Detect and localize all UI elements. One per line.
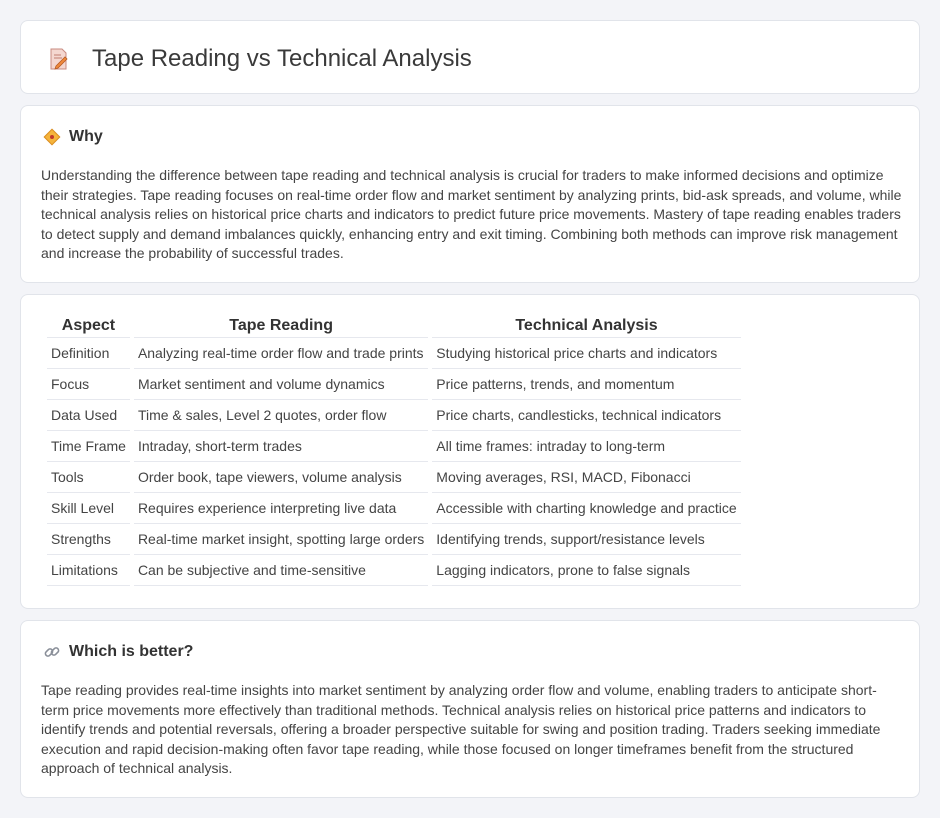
better-header (43, 641, 193, 663)
row-tape-reading: Order book, tape viewers, volume analysis (134, 462, 428, 493)
row-aspect: Focus (47, 369, 130, 400)
document-pencil-icon (47, 47, 71, 71)
table-row (47, 462, 741, 493)
row-tape-reading: Time & sales, Level 2 quotes, order flow (134, 400, 428, 431)
row-aspect: Tools (47, 462, 130, 493)
table-row (47, 493, 741, 524)
link-icon (43, 643, 61, 661)
header-technical-analysis: Technical Analysis (432, 315, 740, 338)
row-aspect: Limitations (47, 555, 130, 586)
table-header-row (47, 315, 741, 338)
table-row (47, 338, 741, 369)
why-body: Understanding the difference between tape reading and technical analysis is crucial for traders to make informed decisions and optimize their strategies. Tape reading focuses on real-time order flow and market sentiment by analyzing prints, bid-ask spreads, and volume, while technical analysis relies on historical price charts and indicators to predict future price movements. Mastery of tape reading enables traders to detect supply and demand imbalances quickly, enhancing entry and exit timing. Combining both methods can improve risk management and increase the probability of successful trades. (41, 167, 902, 262)
row-tape-reading: Intraday, short-term trades (134, 431, 428, 462)
row-technical-analysis: Identifying trends, support/resistance levels (432, 524, 740, 555)
table-row (47, 555, 741, 586)
better-heading: Which is better? (69, 643, 194, 660)
row-tape-reading: Analyzing real-time order flow and trade prints (134, 338, 428, 369)
comparison-section (20, 294, 920, 609)
row-tape-reading: Requires experience interpreting live data (134, 493, 428, 524)
row-aspect: Skill Level (47, 493, 130, 524)
row-aspect: Time Frame (47, 431, 130, 462)
row-aspect: Definition (47, 338, 130, 369)
comparison-table (43, 315, 745, 586)
why-header (43, 126, 103, 148)
row-technical-analysis: Price patterns, trends, and momentum (432, 369, 740, 400)
table-row (47, 369, 741, 400)
row-technical-analysis: Accessible with charting knowledge and practice (432, 493, 740, 524)
header-tape-reading: Tape Reading (134, 315, 428, 338)
row-aspect: Data Used (47, 400, 130, 431)
which-is-better-section (20, 620, 920, 798)
diamond-bullet-icon (43, 128, 61, 146)
title-card (20, 20, 920, 94)
page-title: Tape Reading vs Technical Analysis (92, 45, 472, 72)
row-tape-reading: Market sentiment and volume dynamics (134, 369, 428, 400)
row-technical-analysis: Studying historical price charts and indicators (432, 338, 740, 369)
table-row (47, 524, 741, 555)
row-technical-analysis: All time frames: intraday to long-term (432, 431, 740, 462)
row-tape-reading: Real-time market insight, spotting large orders (134, 524, 428, 555)
row-technical-analysis: Moving averages, RSI, MACD, Fibonacci (432, 462, 740, 493)
why-section (20, 105, 920, 283)
row-aspect: Strengths (47, 524, 130, 555)
why-heading: Why (69, 128, 103, 145)
row-technical-analysis: Price charts, candlesticks, technical indicators (432, 400, 740, 431)
better-body: Tape reading provides real-time insights into market sentiment by analyzing order flow and volume, enabling traders to anticipate short-term price movements more effectively than traditional methods. Technical analysis relies on historical price patterns and indicators to identify trends and potential reversals, offering a broader perspective suitable for swing and position trading. Traders seeking immediate execution and rapid decision-making often favor tape reading, while those focused on longer timeframes benefit from the structured approach of technical analysis. (41, 682, 881, 777)
row-tape-reading: Can be subjective and time-sensitive (134, 555, 428, 586)
row-technical-analysis: Lagging indicators, prone to false signals (432, 555, 740, 586)
header-aspect: Aspect (47, 315, 130, 338)
table-row (47, 431, 741, 462)
table-row (47, 400, 741, 431)
